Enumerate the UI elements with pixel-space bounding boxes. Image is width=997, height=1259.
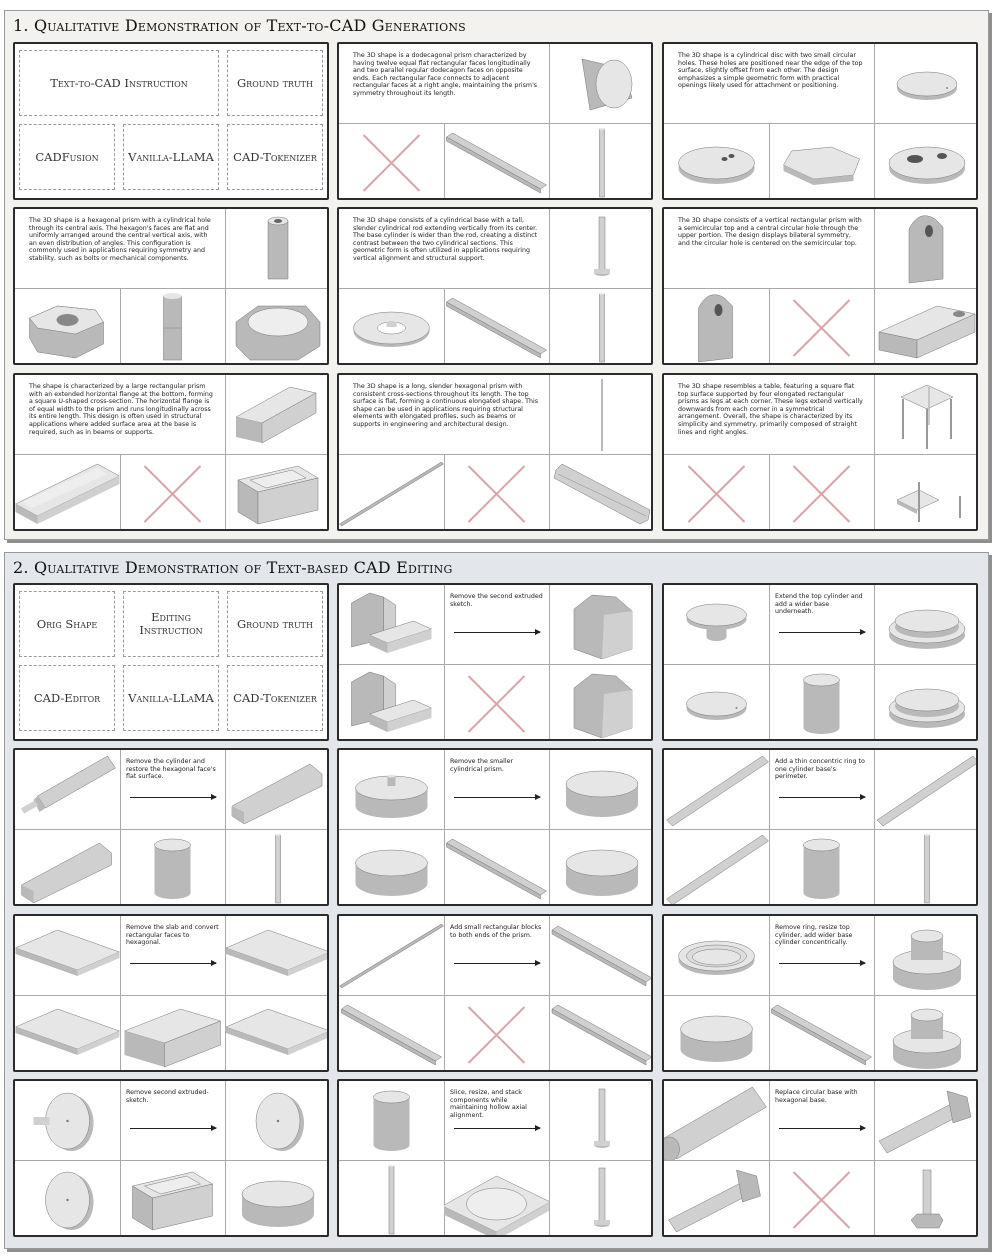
model-render [120,289,225,365]
arrow-icon [130,797,216,798]
model-render [769,996,874,1072]
editing-panel [337,914,653,1072]
model-render [444,1161,549,1237]
model-render [549,1161,653,1237]
model-render [769,665,874,741]
editing-panel [13,1079,329,1237]
ground-truth-render [225,916,329,996]
legend-ground-truth: Ground truth [227,591,323,657]
model-render [874,289,978,365]
model-render [769,1161,874,1237]
legend-panel [13,42,329,200]
editing-panel [662,1079,978,1237]
model-render [874,124,978,200]
model-render [444,289,549,365]
model-render [120,996,225,1072]
model-render [120,1161,225,1237]
model-render [549,289,653,365]
legend-model-3: CAD-Tokenizer [227,124,323,190]
generation-panel [13,207,329,365]
model-render [225,996,329,1072]
model-render [15,830,120,906]
original-render [664,1081,769,1161]
arrow-icon [779,632,865,633]
legend-ground-truth: Ground truth [227,50,323,116]
editing-panel [337,748,653,906]
editing-instruction-text: Slice, resize, and stack components while maintaining hollow axial alignment. [450,1089,527,1119]
model-render [15,996,120,1072]
model-render [339,289,444,365]
legend-panel [13,583,329,741]
model-render [549,996,653,1072]
model-render [549,830,653,906]
original-render [339,750,444,830]
legend-model-1: CADFusion [19,124,115,190]
editing-instruction-text: Add a thin concentric ring to one cylinder base's perimeter. [775,758,865,781]
generation-panel [337,373,653,531]
model-render [339,996,444,1072]
legend-model-1: CAD-Editor [19,665,115,731]
legend-instruction: Editing Instruction [123,591,219,657]
model-render [444,830,549,906]
model-render [15,455,120,531]
ground-truth-render [225,375,329,455]
model-render [15,289,120,365]
arrow-icon [779,963,865,964]
ground-truth-render [874,585,978,665]
generation-panel [13,373,329,531]
editing-instruction-text: Remove the smaller cylindrical prism. [450,758,514,773]
editing-panel [337,1079,653,1237]
section-cad-editing [4,552,989,1249]
ground-truth-render [225,750,329,830]
ground-truth-render [549,209,653,289]
model-render [339,665,444,741]
instruction-text: The 3D shape consists of a cylindrical base with a tall, slender cylindrical rod extending vertically from its center. The base cylinder is wider than the rod, creating a distinct contrast between the two cylindrical sections. This geometric form is often utilized in applications requiring vertical alignment and structural support. [353,217,538,262]
original-render [664,585,769,665]
ground-truth-render [225,1081,329,1161]
legend-model-3: CAD-Tokenizer [227,665,323,731]
editing-instruction-text: Replace circular base with hexagonal base. [775,1089,858,1104]
instruction-text: The 3D shape is a hexagonal prism with a cylindrical hole through its central axis. The hexagon's faces are flat and uniformly arranged around the central vertical axis, with an even distribution of angles. This configuration is commonly used in applications requiring symmetry and stability, such as bolts or mechanical components. [29,217,211,262]
section-text-to-cad [4,10,989,540]
original-render [15,1081,120,1161]
ground-truth-render [874,44,978,124]
ground-truth-render [549,916,653,996]
model-render [225,289,329,365]
model-render [120,455,225,531]
model-render [769,830,874,906]
ground-truth-render [874,209,978,289]
model-render [769,455,874,531]
generation-panel [337,207,653,365]
instruction-text: The 3D shape is a dodecagonal prism characterized by having twelve equal flat rectangular faces longitudinally and two parallel regular dodecagon faces on opposite ends. Each rectangular face connects to adjacent rectangular faces at a right angle, maintaining the prism's symmetry throughout its length. [353,52,538,97]
model-render [874,455,978,531]
arrow-icon [130,1128,216,1129]
editing-panel [662,583,978,741]
editing-panel [13,914,329,1072]
model-render [15,1161,120,1237]
model-render [874,1161,978,1237]
model-render [549,665,653,741]
instruction-text: The 3D shape is a long, slender hexagonal prism with consistent cross-sections throughout its length. The top surface is flat, forming a continuous elongated shape. This shape can be used in applications requiring structural elements with elongated profiles, such as beams or supports in engineering and architectural design. [353,383,539,428]
generation-panel [662,373,978,531]
model-render [339,1161,444,1237]
ground-truth-render [225,209,329,289]
model-render [120,830,225,906]
model-render [664,996,769,1072]
arrow-icon [779,1128,865,1129]
model-render [225,830,329,906]
editing-instruction-text: Remove second extruded-sketch. [126,1089,209,1104]
original-render [664,750,769,830]
generation-panel [662,207,978,365]
model-render [664,289,769,365]
model-render [874,830,978,906]
editing-instruction-text: Remove the cylinder and restore the hexagonal face's flat surface. [126,758,216,781]
model-render [874,665,978,741]
editing-panel [662,914,978,1072]
model-render [664,455,769,531]
model-render [339,830,444,906]
model-render [549,455,653,531]
model-render [769,289,874,365]
original-render [15,916,120,996]
legend-orig: Orig Shape [19,591,115,657]
model-render [444,455,549,531]
model-render [225,1161,329,1237]
original-render [664,916,769,996]
model-render [444,665,549,741]
ground-truth-render [874,750,978,830]
original-render [15,750,120,830]
ground-truth-render [874,916,978,996]
arrow-icon [779,797,865,798]
editing-instruction-text: Add small rectangular blocks to both ends of the prism. [450,924,542,939]
editing-instruction-text: Remove the second extruded sketch. [450,593,543,608]
legend-model-2: Vanilla-LLaMA [123,665,219,731]
arrow-icon [130,963,216,964]
editing-instruction-text: Extend the top cylinder and add a wider base underneath. [775,593,863,616]
editing-instruction-text: Remove ring, resize top cylinder, add wider base cylinder concentrically. [775,924,853,947]
ground-truth-render [549,585,653,665]
arrow-icon [454,797,540,798]
section-title: 1. Qualitative Demonstration of Text-to-CAD Generations [13,16,466,35]
model-render [225,455,329,531]
ground-truth-render [874,1081,978,1161]
ground-truth-render [549,1081,653,1161]
model-render [769,124,874,200]
instruction-text: The 3D shape consists of a vertical rectangular prism with a semicircular top and a central circular hole through the upper portion. The design displays bilateral symmetry, and the circular hole is centered on the semicircular top. [678,217,862,247]
model-render [664,124,769,200]
original-render [339,916,444,996]
ground-truth-render [549,44,653,124]
editing-instruction-text: Remove the slab and convert rectangular faces to hexagonal. [126,924,219,947]
ground-truth-render [549,375,653,455]
instruction-text: The shape is characterized by a large rectangular prism with an extended horizontal flange at the bottom, forming a square U-shaped cross-section. The horizontal flange is of equal width to the prism and runs longitudinally across its entire length. This design is often used in structural applications where added surface area at the base is required, such as in beams or supports. [29,383,213,436]
generation-panel [662,42,978,200]
ground-truth-render [549,750,653,830]
model-render [339,455,444,531]
instruction-text: The 3D shape is a cylindrical disc with two small circular holes. These holes are positioned near the edge of the top surface, slightly offset from each other. The design emphasizes a simple geometric form with practical openings likely used for attachment or positioning. [678,52,863,90]
ground-truth-render [874,375,978,455]
model-render [874,996,978,1072]
editing-panel [662,748,978,906]
editing-panel [337,583,653,741]
arrow-icon [454,1128,540,1129]
model-render [664,665,769,741]
legend-model-2: Vanilla-LLaMA [123,124,219,190]
model-render [549,124,653,200]
legend-instruction: Text-to-CAD Instruction [19,50,219,116]
model-render [664,1161,769,1237]
editing-panel [13,748,329,906]
arrow-icon [454,963,540,964]
generation-panel [337,42,653,200]
instruction-text: The 3D shape resembles a table, featuring a square flat top surface supported by four elongated rectangular prisms as legs at each corner. These legs extend vertically downwards from each corner in a symmetrical arrangement. Overall, the shape is characterized by its simplicity and symmetry, primarily composed of straight lines and right angles. [678,383,863,436]
model-render [664,830,769,906]
original-render [339,585,444,665]
original-render [339,1081,444,1161]
section-title: 2. Qualitative Demonstration of Text-based CAD Editing [13,558,453,577]
arrow-icon [454,632,540,633]
model-render [444,996,549,1072]
model-render [444,124,549,200]
model-render [339,124,444,200]
